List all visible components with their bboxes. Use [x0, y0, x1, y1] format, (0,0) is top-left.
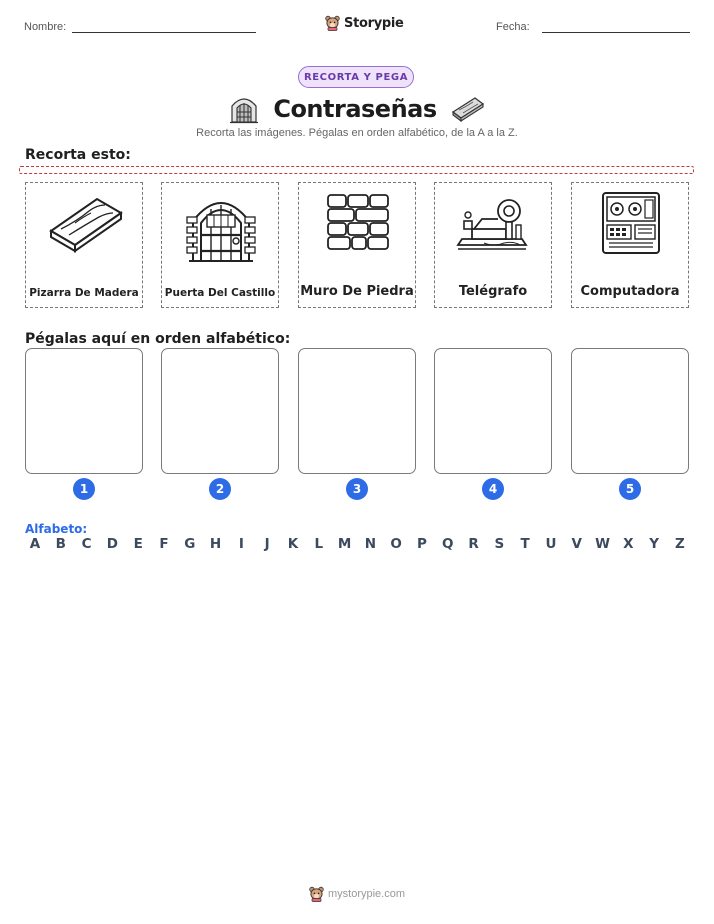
alphabet-letter: H	[209, 536, 222, 552]
alphabet-letter: S	[494, 536, 505, 552]
alphabet-letter: D	[106, 536, 118, 552]
paste-slot-2[interactable]	[161, 348, 279, 474]
alphabet-letter: W	[595, 536, 610, 552]
card-label: Puerta Del Castillo	[164, 287, 276, 299]
alphabet-letter: R	[468, 536, 479, 552]
cut-section-heading: Recorta esto:	[25, 147, 131, 163]
paste-slot-5[interactable]	[571, 348, 689, 474]
castle-door-icon	[181, 191, 261, 263]
alphabet-heading: Alfabeto:	[25, 522, 88, 536]
footer	[0, 886, 714, 902]
alphabet-letter: J	[264, 536, 270, 552]
computer-panel-icon	[591, 191, 671, 257]
paste-slot-4[interactable]	[434, 348, 552, 474]
alphabet-letter: B	[55, 536, 66, 552]
card-label: Muro De Piedra	[300, 284, 414, 299]
alphabet-letter: A	[29, 536, 41, 552]
cut-card-castle-door[interactable]	[161, 182, 279, 308]
slot-number-5: 5	[619, 478, 641, 500]
cut-line	[19, 166, 694, 174]
brand-name: Storypie	[344, 15, 404, 31]
alphabet-letter: I	[238, 536, 244, 552]
alphabet-letter: K	[287, 536, 299, 552]
paste-slot-3[interactable]	[298, 348, 416, 474]
alphabet-letter: N	[364, 536, 377, 552]
telegraph-icon	[454, 191, 534, 257]
paste-section-heading: Pégalas aquí en orden alfabético:	[25, 331, 291, 347]
stone-wall-icon	[318, 191, 398, 257]
castle-gate-icon	[229, 94, 259, 124]
alphabet-letter: Z	[675, 536, 685, 552]
activity-badge: RECORTA Y PEGA	[298, 66, 414, 88]
name-field-line[interactable]	[72, 32, 256, 33]
alphabet-letter: T	[520, 536, 530, 552]
cut-card-wooden-board[interactable]	[25, 182, 143, 308]
bear-mascot-icon	[309, 886, 324, 902]
wooden-plank-icon	[45, 191, 125, 257]
paste-slot-1[interactable]	[25, 348, 143, 474]
alphabet-letter: V	[571, 536, 582, 552]
alphabet-letter: E	[133, 536, 143, 552]
alphabet-letter: U	[545, 536, 557, 552]
slot-number-2: 2	[209, 478, 231, 500]
cut-card-telegraph[interactable]	[434, 182, 552, 308]
card-label: Pizarra De Madera	[29, 287, 139, 299]
alphabet-letter: X	[623, 536, 634, 552]
alphabet-letter: M	[337, 536, 352, 552]
alphabet-row	[25, 536, 690, 552]
date-label: Fecha:	[496, 21, 530, 33]
alphabet-letter: O	[390, 536, 402, 552]
slot-number-1: 1	[73, 478, 95, 500]
brand-logo	[325, 12, 404, 34]
page-title-row	[0, 92, 714, 126]
card-label: Computadora	[580, 284, 680, 299]
alphabet-letter: C	[81, 536, 92, 552]
instructions: Recorta las imágenes. Pégalas en orden alfabético, de la A a la Z.	[196, 127, 518, 139]
alphabet-letter: Q	[442, 536, 454, 552]
footer-url: mystorypie.com	[327, 888, 406, 900]
slot-number-3: 3	[346, 478, 368, 500]
date-field-line[interactable]	[542, 32, 690, 33]
alphabet-letter: P	[417, 536, 427, 552]
wooden-plank-icon	[451, 96, 485, 122]
alphabet-letter: G	[184, 536, 196, 552]
slot-number-4: 4	[482, 478, 504, 500]
cut-card-stone-wall[interactable]	[298, 182, 416, 308]
cut-card-computer[interactable]	[571, 182, 689, 308]
alphabet-letter: Y	[649, 536, 660, 552]
card-label: Telégrafo	[458, 284, 528, 299]
page-title: Contraseñas	[273, 95, 437, 123]
bear-mascot-icon	[325, 15, 340, 31]
alphabet-letter: F	[159, 536, 169, 552]
name-label: Nombre:	[24, 21, 67, 33]
alphabet-letter: L	[314, 536, 324, 552]
